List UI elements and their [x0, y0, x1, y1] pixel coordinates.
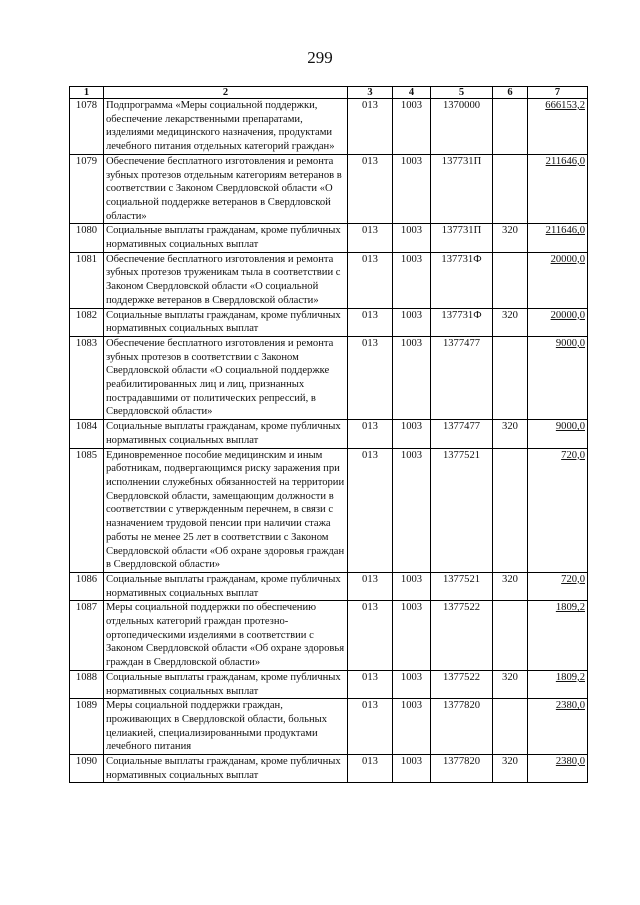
row-description: Меры социальной поддержки по обеспечению отдельных категорий граждан протезно-ортопедическими изделиями в соответствии с Законом Свердловской области «Об охране здоровья граждан в Свердловской области» [104, 601, 348, 671]
table-row [70, 224, 588, 252]
row-ministry-code: 013 [348, 99, 393, 155]
row-section-code: 1003 [393, 572, 431, 600]
row-amount: 1809,2 [528, 601, 588, 671]
row-description: Единовременное пособие медицинским и иным работникам, подвергающимся риску заражения при исполнении служебных обязанностей на территории Свердловской области, замещающим должности в соответствии с утвержденным перечнем, в связи с назначением трудовой пенсии при наличии стажа работы не менее 25 лет в соответствии с Законом Свердловской области «Об охране здоровья граждан в Свердловской области» [104, 448, 348, 572]
row-section-code: 1003 [393, 670, 431, 698]
row-description: Социальные выплаты гражданам, кроме публичных нормативных социальных выплат [104, 308, 348, 336]
row-ministry-code: 013 [348, 224, 393, 252]
row-description: Меры социальной поддержки граждан, проживающих в Свердловской области, больных целиакией, специализированными продуктами лечебного питания [104, 699, 348, 755]
row-number: 1087 [70, 601, 104, 671]
row-amount: 666153,2 [528, 99, 588, 155]
row-target-code: 1377477 [431, 336, 493, 419]
table-header-row [70, 87, 588, 99]
row-ministry-code: 013 [348, 601, 393, 671]
row-section-code: 1003 [393, 336, 431, 419]
row-amount: 211646,0 [528, 224, 588, 252]
column-header: 5 [431, 87, 493, 99]
row-number: 1083 [70, 336, 104, 419]
budget-table [69, 86, 588, 783]
row-number: 1086 [70, 572, 104, 600]
row-target-code: 1377477 [431, 420, 493, 448]
table-row [70, 336, 588, 419]
row-description: Социальные выплаты гражданам, кроме публичных нормативных социальных выплат [104, 572, 348, 600]
row-section-code: 1003 [393, 699, 431, 755]
row-ministry-code: 013 [348, 336, 393, 419]
row-amount: 9000,0 [528, 420, 588, 448]
row-expense-type: 320 [493, 755, 528, 783]
row-target-code: 1377522 [431, 601, 493, 671]
row-target-code: 1377521 [431, 448, 493, 572]
table-row [70, 755, 588, 783]
column-header: 4 [393, 87, 431, 99]
row-target-code: 137731Ф [431, 252, 493, 308]
row-expense-type [493, 154, 528, 224]
row-expense-type: 320 [493, 572, 528, 600]
row-amount: 1809,2 [528, 670, 588, 698]
row-amount: 211646,0 [528, 154, 588, 224]
row-target-code: 1377820 [431, 755, 493, 783]
row-expense-type [493, 252, 528, 308]
row-amount: 720,0 [528, 572, 588, 600]
row-target-code: 1377521 [431, 572, 493, 600]
row-target-code: 1377820 [431, 699, 493, 755]
row-amount: 9000,0 [528, 336, 588, 419]
column-header: 3 [348, 87, 393, 99]
row-description: Социальные выплаты гражданам, кроме публичных нормативных социальных выплат [104, 224, 348, 252]
row-expense-type: 320 [493, 308, 528, 336]
row-section-code: 1003 [393, 99, 431, 155]
row-target-code: 137731Ф [431, 308, 493, 336]
row-amount: 20000,0 [528, 308, 588, 336]
row-target-code: 137731П [431, 154, 493, 224]
row-ministry-code: 013 [348, 308, 393, 336]
column-header: 1 [70, 87, 104, 99]
row-number: 1079 [70, 154, 104, 224]
table-row [70, 154, 588, 224]
table-row [70, 420, 588, 448]
row-section-code: 1003 [393, 601, 431, 671]
column-header: 7 [528, 87, 588, 99]
table-row [70, 572, 588, 600]
table-row [70, 252, 588, 308]
row-description: Обеспечение бесплатного изготовления и ремонта зубных протезов отдельным категориям ветеранов в соответствии с Законом Свердловской области «О социальной поддержке ветеранов в Свердловской области» [104, 154, 348, 224]
column-header: 2 [104, 87, 348, 99]
row-expense-type: 320 [493, 420, 528, 448]
row-number: 1078 [70, 99, 104, 155]
row-number: 1084 [70, 420, 104, 448]
row-ministry-code: 013 [348, 154, 393, 224]
row-ministry-code: 013 [348, 572, 393, 600]
page-number: 299 [307, 48, 333, 67]
row-expense-type [493, 99, 528, 155]
table-row [70, 601, 588, 671]
row-number: 1089 [70, 699, 104, 755]
row-target-code: 1370000 [431, 99, 493, 155]
table-row [70, 448, 588, 572]
row-expense-type [493, 601, 528, 671]
row-description: Социальные выплаты гражданам, кроме публичных нормативных социальных выплат [104, 755, 348, 783]
row-expense-type [493, 336, 528, 419]
table-row [70, 670, 588, 698]
row-amount: 2380,0 [528, 755, 588, 783]
row-number: 1088 [70, 670, 104, 698]
row-target-code: 137731П [431, 224, 493, 252]
row-ministry-code: 013 [348, 699, 393, 755]
row-ministry-code: 013 [348, 420, 393, 448]
table-body [70, 99, 588, 783]
row-expense-type: 320 [493, 670, 528, 698]
row-ministry-code: 013 [348, 670, 393, 698]
row-section-code: 1003 [393, 252, 431, 308]
row-description: Подпрограмма «Меры социальной поддержки, обеспечение лекарственными препаратами, изделиями медицинского назначения, продуктами лечебного питания отдельных категорий граждан» [104, 99, 348, 155]
row-amount: 720,0 [528, 448, 588, 572]
row-ministry-code: 013 [348, 252, 393, 308]
row-description: Обеспечение бесплатного изготовления и ремонта зубных протезов в соответствии с Законом Свердловской области «О социальной поддержке реабилитированных лиц и лиц, признанных пострадавшими от политических репрессий, в Свердловской области» [104, 336, 348, 419]
table-row [70, 699, 588, 755]
row-number: 1080 [70, 224, 104, 252]
row-section-code: 1003 [393, 308, 431, 336]
row-amount: 2380,0 [528, 699, 588, 755]
row-number: 1090 [70, 755, 104, 783]
table-row [70, 308, 588, 336]
row-section-code: 1003 [393, 755, 431, 783]
row-target-code: 1377522 [431, 670, 493, 698]
row-number: 1081 [70, 252, 104, 308]
row-number: 1085 [70, 448, 104, 572]
row-description: Обеспечение бесплатного изготовления и ремонта зубных протезов труженикам тыла в соответствии с Законом Свердловской области «О социальной поддержке ветеранов в Свердловской области» [104, 252, 348, 308]
row-section-code: 1003 [393, 420, 431, 448]
row-expense-type [493, 699, 528, 755]
row-expense-type: 320 [493, 224, 528, 252]
row-section-code: 1003 [393, 448, 431, 572]
row-section-code: 1003 [393, 154, 431, 224]
row-expense-type [493, 448, 528, 572]
row-description: Социальные выплаты гражданам, кроме публичных нормативных социальных выплат [104, 420, 348, 448]
row-amount: 20000,0 [528, 252, 588, 308]
row-ministry-code: 013 [348, 755, 393, 783]
row-section-code: 1003 [393, 224, 431, 252]
row-number: 1082 [70, 308, 104, 336]
table-row [70, 99, 588, 155]
column-header: 6 [493, 87, 528, 99]
row-description: Социальные выплаты гражданам, кроме публичных нормативных социальных выплат [104, 670, 348, 698]
row-ministry-code: 013 [348, 448, 393, 572]
